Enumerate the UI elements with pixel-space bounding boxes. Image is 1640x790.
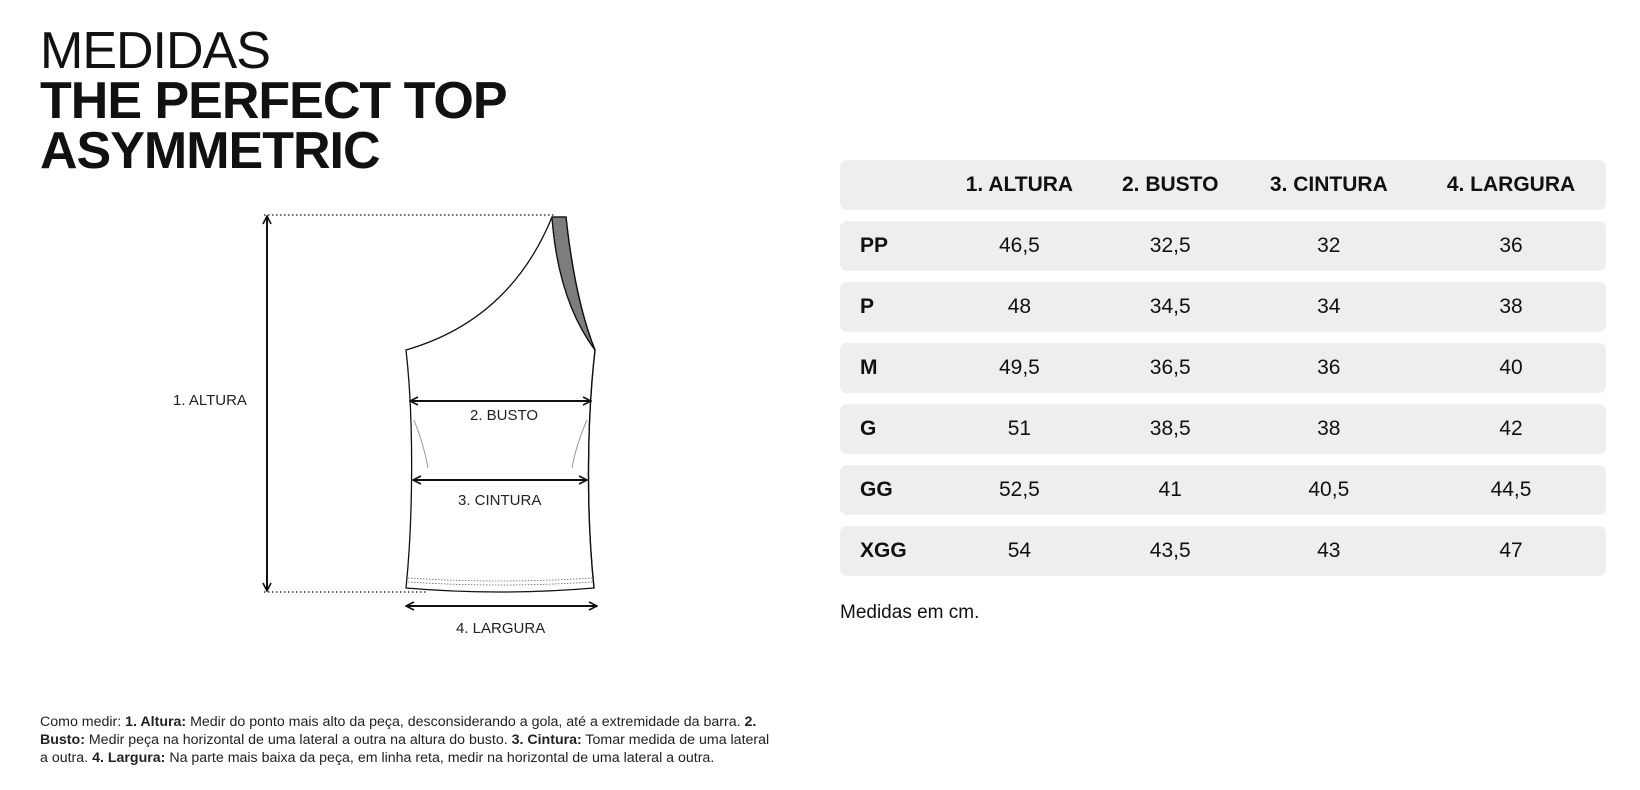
value-cell: 43 xyxy=(1242,526,1416,576)
value-cell: 52,5 xyxy=(940,465,1099,515)
cintura-label: 3. CINTURA xyxy=(458,492,542,509)
altura-term: 1. Altura: xyxy=(125,714,187,730)
value-cell: 36 xyxy=(1416,221,1606,271)
value-cell: 54 xyxy=(940,526,1099,576)
garment-diagram xyxy=(0,0,800,680)
largura-label: 4. LARGURA xyxy=(456,620,546,637)
value-cell: 42 xyxy=(1416,404,1606,454)
value-cell: 51 xyxy=(940,404,1099,454)
table-row xyxy=(840,221,1606,271)
largura-text: Na parte mais baixa da peça, em linha reta, medir na horizontal de uma lateral a outra. xyxy=(165,750,715,766)
value-cell: 49,5 xyxy=(940,343,1099,393)
table-header-row xyxy=(840,160,1606,210)
size-cell: XGG xyxy=(840,526,940,576)
table-row xyxy=(840,526,1606,576)
value-cell: 40,5 xyxy=(1242,465,1416,515)
page-kicker: MEDIDAS xyxy=(40,22,270,80)
instructions-intro: Como medir: xyxy=(40,714,126,730)
column-header: 2. BUSTO xyxy=(1099,160,1242,210)
value-cell: 40 xyxy=(1416,343,1606,393)
table-row xyxy=(840,282,1606,332)
size-table xyxy=(840,149,1606,587)
column-header: 4. LARGURA xyxy=(1416,160,1606,210)
value-cell: 38 xyxy=(1242,404,1416,454)
value-cell: 43,5 xyxy=(1099,526,1242,576)
size-cell: PP xyxy=(840,221,940,271)
value-cell: 36 xyxy=(1242,343,1416,393)
value-cell: 32,5 xyxy=(1099,221,1242,271)
column-header xyxy=(840,160,940,210)
value-cell: 34 xyxy=(1242,282,1416,332)
product-title-line-1: THE PERFECT TOP xyxy=(40,72,507,130)
size-cell: M xyxy=(840,343,940,393)
value-cell: 44,5 xyxy=(1416,465,1606,515)
cintura-text: Tomar medida de uma lateral a outra. xyxy=(40,732,770,766)
busto-label: 2. BUSTO xyxy=(470,407,539,424)
product-title-line-2: ASYMMETRIC xyxy=(40,122,380,180)
value-cell: 41 xyxy=(1099,465,1242,515)
value-cell: 34,5 xyxy=(1099,282,1242,332)
size-cell: P xyxy=(840,282,940,332)
measuring-instructions xyxy=(40,713,780,767)
table-row xyxy=(840,465,1606,515)
column-header: 1. ALTURA xyxy=(940,160,1099,210)
value-cell: 38 xyxy=(1416,282,1606,332)
table-row xyxy=(840,404,1606,454)
value-cell: 47 xyxy=(1416,526,1606,576)
busto-term: 2. Busto: xyxy=(40,714,757,748)
value-cell: 46,5 xyxy=(940,221,1099,271)
column-header: 3. CINTURA xyxy=(1242,160,1416,210)
largura-term: 4. Largura: xyxy=(92,750,166,766)
cintura-term: 3. Cintura: xyxy=(511,732,582,748)
altura-label: 1. ALTURA xyxy=(173,392,247,409)
busto-text: Medir peça na horizontal de uma lateral a outra na altura do busto. xyxy=(84,732,512,748)
value-cell: 48 xyxy=(940,282,1099,332)
altura-text: Medir do ponto mais alto da peça, desconsiderando a gola, até a extremidade da barra. xyxy=(186,714,745,730)
value-cell: 38,5 xyxy=(1099,404,1242,454)
units-note: Medidas em cm. xyxy=(840,602,980,623)
table-row xyxy=(840,343,1606,393)
size-cell: GG xyxy=(840,465,940,515)
value-cell: 32 xyxy=(1242,221,1416,271)
size-cell: G xyxy=(840,404,940,454)
garment-illustration xyxy=(0,0,800,680)
value-cell: 36,5 xyxy=(1099,343,1242,393)
